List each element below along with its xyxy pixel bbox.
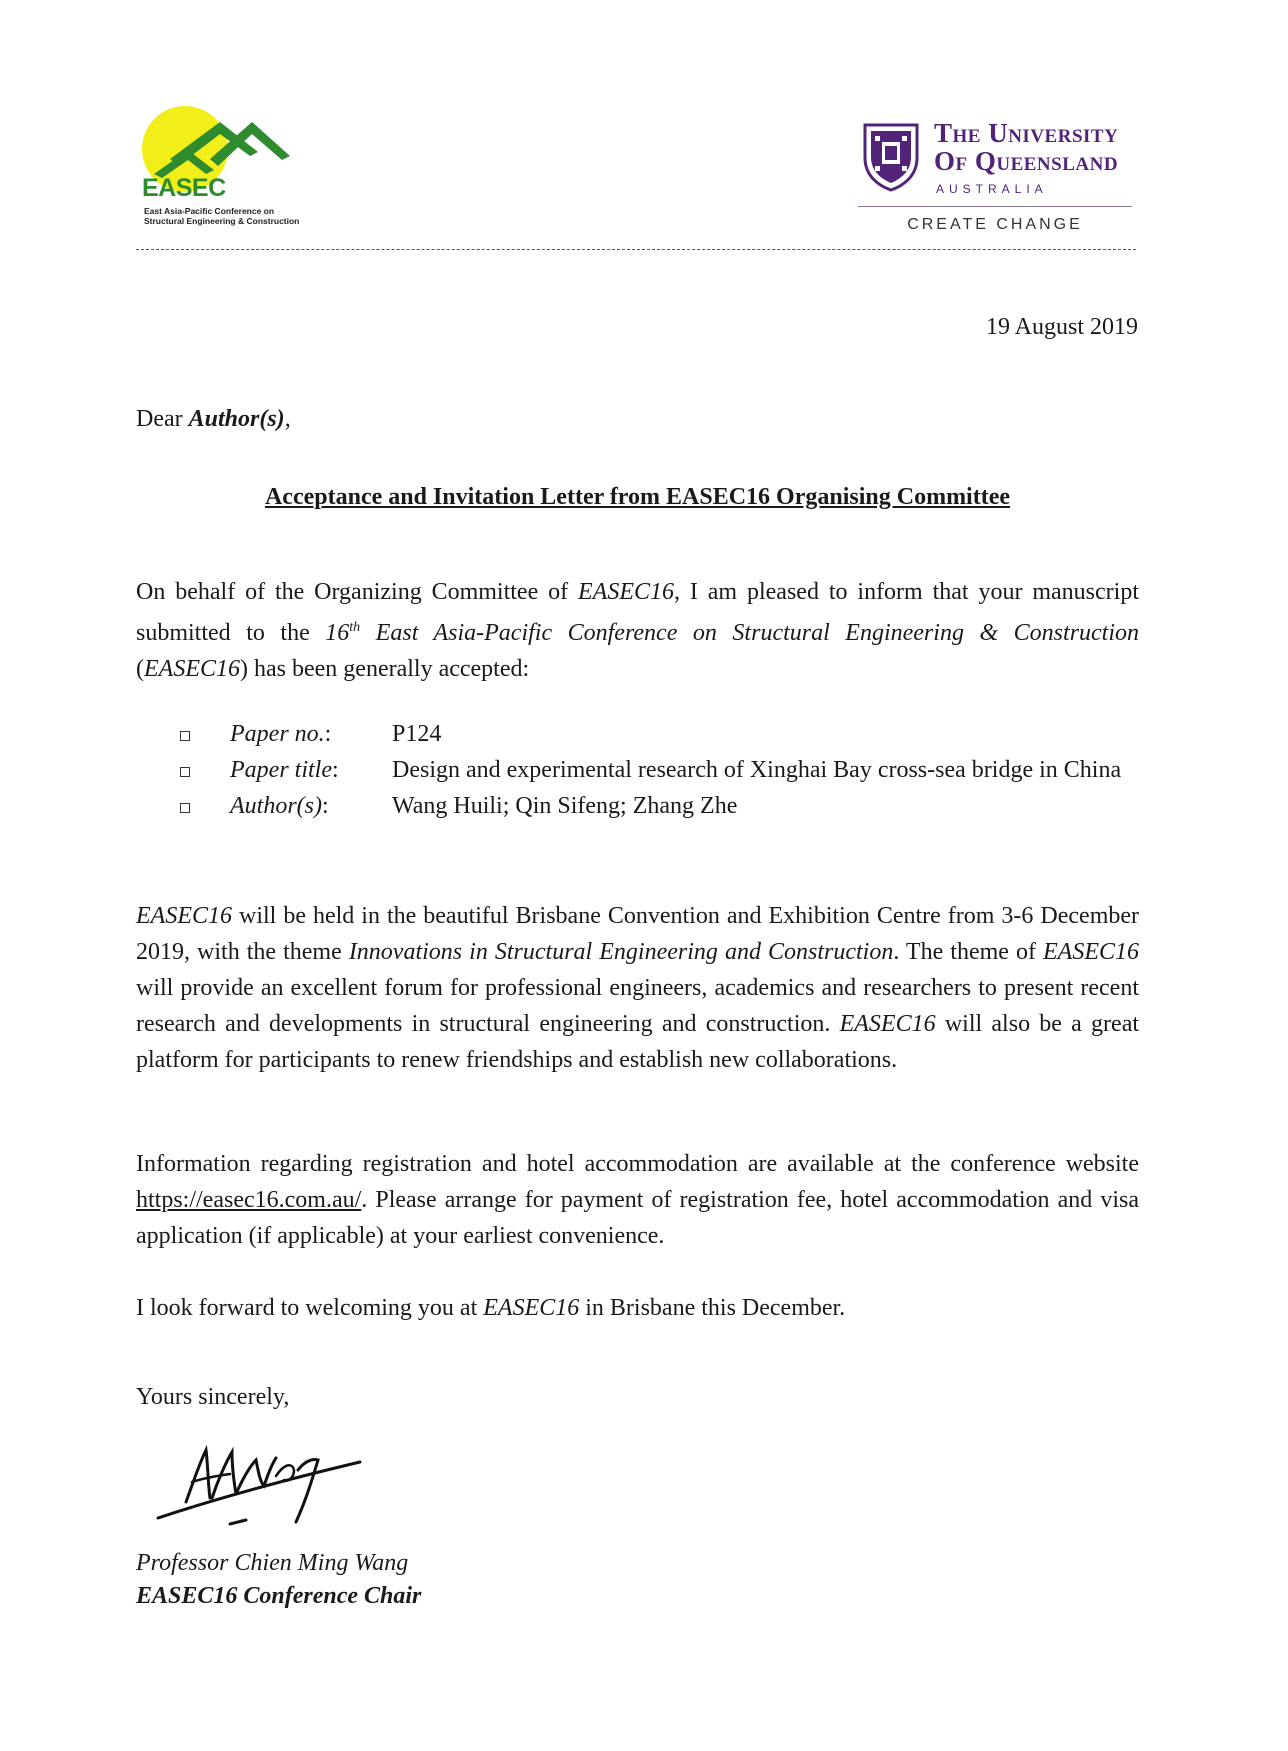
signatory-name: Professor Chien Ming Wang (136, 1550, 409, 1576)
letter-date: 19 August 2019 (985, 314, 1138, 340)
intro-conference-name: East Asia-Pacific Conference on Structural Engineering & Construction (375, 620, 1140, 646)
conf-abbr-3: EASEC16 (839, 1011, 936, 1037)
list-item (180, 788, 1140, 824)
intro-ordinal: 16 (325, 620, 350, 646)
conf-text-2: . The theme of (893, 939, 1036, 965)
intro-text-2: , I am pleased to inform that your manuscript submitted to the (136, 579, 1140, 646)
letter-subject: Acceptance and Invitation Letter from EASEC16 Organising Committee (264, 484, 1011, 510)
intro-conference-abbr-2: EASEC16 (144, 656, 240, 682)
closing: Yours sincerely, (136, 1384, 290, 1410)
salutation: Dear Author(s), (136, 406, 291, 432)
reg-text-2: . Please arrange for payment of registration fee, hotel accommodation and visa application (if applicable) at your earliest convenience. (136, 1187, 1139, 1249)
uq-crest-icon (862, 122, 920, 192)
easec-logo-subtitle: East Asia-Pacific Conference on Structural Engineering & Construction (144, 206, 300, 226)
list-item (180, 716, 1140, 752)
conf-abbr-2: EASEC16 (1043, 939, 1140, 965)
easec-logo (140, 104, 310, 234)
square-bullet-icon (180, 752, 230, 788)
registration-paragraph (136, 1146, 1139, 1254)
detail-label: Author(s): (230, 793, 329, 819)
conference-website-link[interactable]: https://easec16.com.au/ (136, 1187, 362, 1213)
uq-logo-line1: The University (934, 118, 1119, 148)
salutation-prefix: Dear (136, 406, 183, 432)
conf-theme: Innovations in Structural Engineering and Construction (348, 939, 894, 965)
conf-text-4: will also be a great platform for participants to renew friendships and establish new collaborations. (136, 1011, 1140, 1073)
uq-logo-tagline: CREATE CHANGE (907, 216, 1083, 233)
conf-abbr: EASEC16 (136, 903, 232, 929)
welcome-paragraph (136, 1290, 1139, 1326)
intro-paragraph (136, 574, 1139, 687)
uq-logo-line2: Of Queensland (934, 146, 1119, 176)
detail-label: Paper title: (230, 757, 339, 783)
intro-text-1: On behalf of the Organizing Committee of (136, 579, 569, 605)
square-bullet-icon (180, 716, 230, 752)
signature-icon (146, 1440, 376, 1540)
welcome-conf-abbr: EASEC16 (483, 1295, 580, 1321)
salutation-name: Author(s) (188, 406, 285, 432)
list-item (180, 752, 1140, 788)
intro-conference-abbr: EASEC16 (578, 579, 675, 605)
conference-paragraph (136, 898, 1139, 1078)
conf-text-3: will provide an excellent forum for professional engineers, academics and researchers to present recent research and developments in structural engineering and construction. (136, 975, 1139, 1037)
intro-paren-open: ( (136, 656, 144, 682)
welcome-text-2: in Brisbane this December. (585, 1295, 846, 1321)
paper-details-list (180, 716, 1140, 824)
welcome-text-1: I look forward to welcoming you at (136, 1295, 478, 1321)
signatory-title: EASEC16 Conference Chair (136, 1583, 422, 1609)
conf-text-1: will be held in the beautiful Brisbane Convention and Exhibition Centre from 3-6 December 2019, with the theme (136, 903, 1140, 965)
detail-label: Paper no.: (230, 721, 332, 747)
uq-logo-line3: AUSTRALIA (936, 182, 1048, 196)
intro-ordinal-suffix: th (349, 620, 361, 635)
square-bullet-icon (180, 788, 230, 824)
reg-text-1: Information regarding registration and hotel accommodation are available at the conference website (136, 1151, 1139, 1177)
detail-value: Design and experimental research of Xinghai Bay cross-sea bridge in China (392, 757, 1122, 783)
uq-logo (858, 118, 1138, 238)
header-divider (136, 249, 1136, 250)
intro-text-3: ) has been generally accepted: (240, 656, 530, 682)
detail-value: P124 (392, 721, 442, 747)
easec-logo-name: EASEC (142, 174, 226, 202)
detail-value: Wang Huili; Qin Sifeng; Zhang Zhe (392, 793, 738, 819)
uq-logo-divider (858, 206, 1132, 207)
